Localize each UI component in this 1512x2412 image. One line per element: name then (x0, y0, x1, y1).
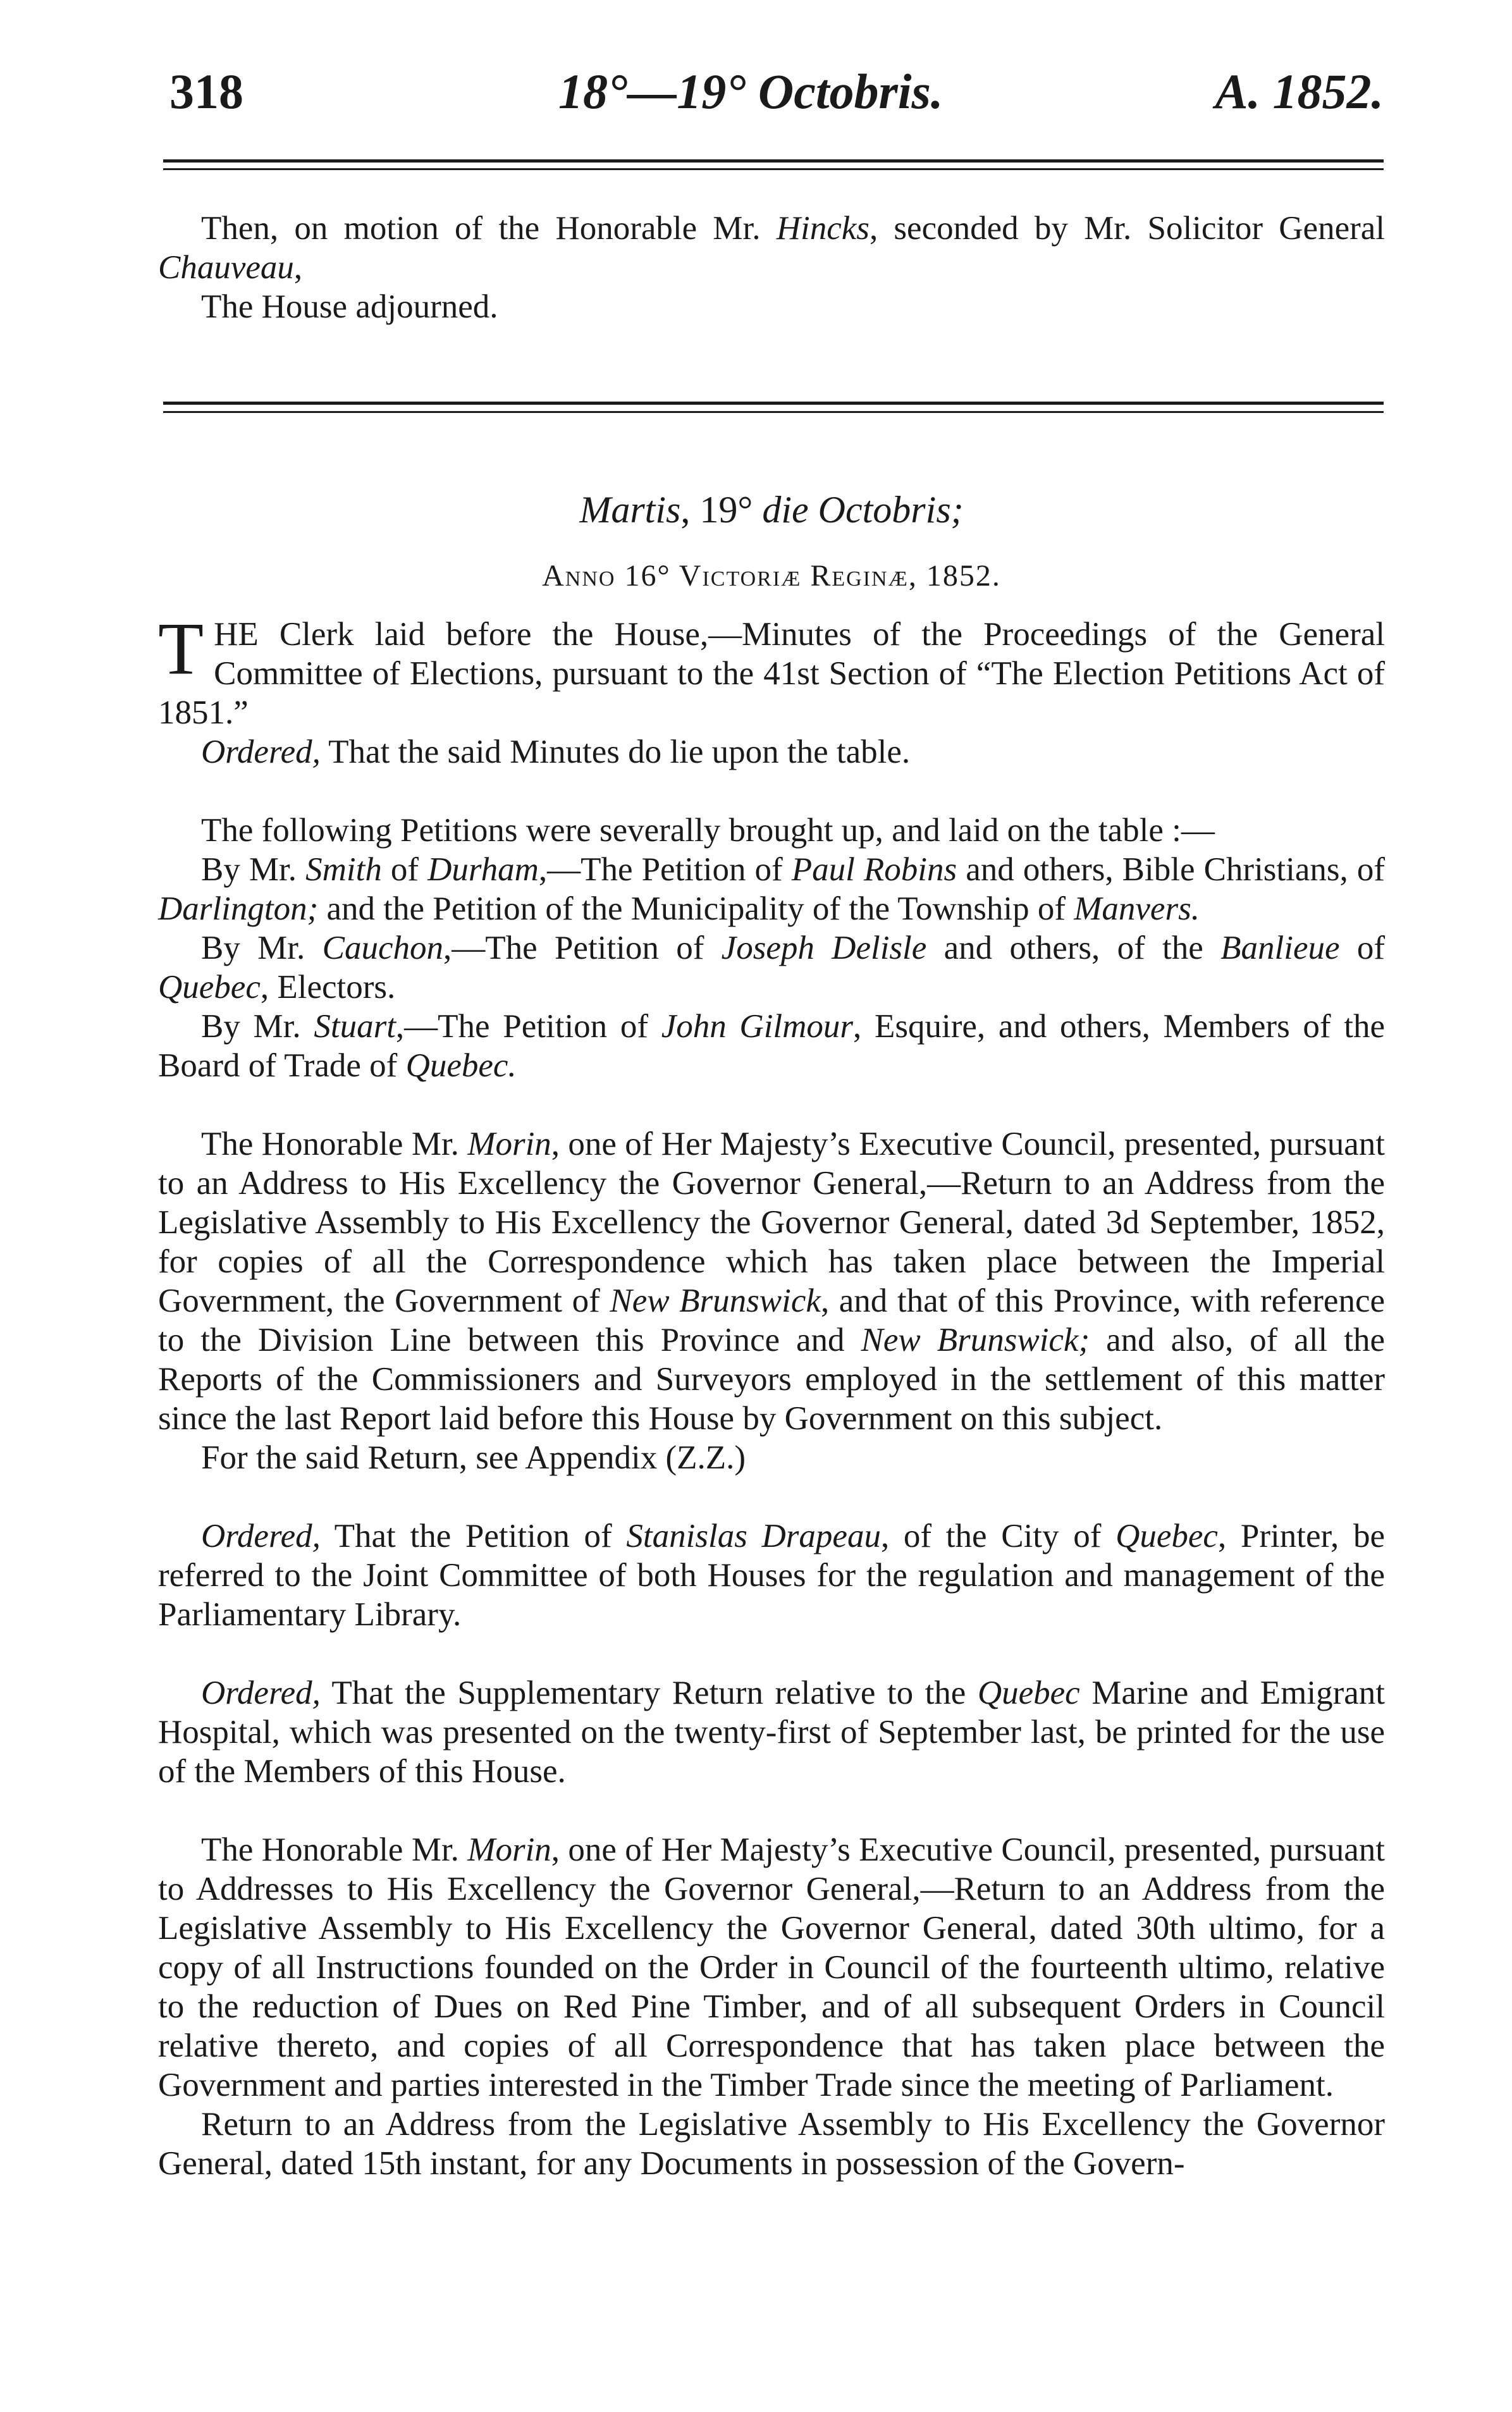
drop-cap: T (158, 607, 204, 690)
petition-stuart: By Mr. Stuart,—The Petition of John Gilmour, Esquire, and others, Members of the Board of Trade of Quebec. (158, 1008, 1385, 1084)
name-chauveau: Chauveau (158, 249, 294, 286)
petitions-intro: The following Petitions were severally brought up, and laid on the table :— (201, 812, 1215, 849)
section-rule-bottom (163, 411, 1384, 413)
header-date: 18°—19° Octobris. (558, 64, 943, 119)
ordered-minutes: Ordered, That the said Minutes do lie upon the table. (201, 734, 911, 770)
ordered-drapeau-petition: Ordered, That the Petition of Stanislas Drapeau, of the City of Quebec, Printer, be referred to the Joint Committee of both Houses for the regulation and management of the Parliamentary Library. (158, 1518, 1385, 1633)
appendix-reference: For the said Return, see Appendix (Z.Z.) (201, 1439, 746, 1476)
section-rule-top (163, 402, 1384, 405)
morin-return-boundary: The Honorable Mr. Morin, one of Her Majesty’s Executive Council, presented, pursuant to an Address to His Excellency the Governor General,—Return to an Address from the Legislative Assembly to His Excellency the Governor General, dated 3d September, 1852, for copies of all the Correspondence which has taken place between the Imperial Government, the Government of New Brunswick, and that of this Province, with reference to the Division Line between this Province and New Brunswick; and also, of all the Reports of the Commissioners and Surveyors employed in the settlement of this matter since the last Report laid before this House by Government on this subject. (158, 1126, 1386, 1437)
day-heading: Martis, 19° die Octobris; (579, 489, 964, 531)
clerk-minutes-paragraph: THE Clerk laid before the House,—Minutes of the Proceedings of the General Committee of Elections, pursuant to the 41st Section of “The Election Petitions Act of 1851.” (158, 607, 1385, 731)
adjournment-paragraph: Then, on motion of the Honorable Mr. Hincks, seconded by Mr. Solicitor General Chauveau, The House adjourned. (158, 210, 1385, 325)
header-year: A. 1852. (1215, 64, 1384, 119)
page-number: 318 (169, 64, 243, 119)
morin-return-timber: The Honorable Mr. Morin, one of Her Majesty’s Executive Council, presented, pursuant to Addresses to His Excellency the Governor General,—Return to an Address from the Legislative Assembly to His Excellency the Governor General, dated 30th ultimo, for a copy of all Instructions founded on the Order in Council of the fourteenth ultimo, relative to the reduction of Dues on Red Pine Timber, and of all subsequent Orders in Council relative thereto, and copies of all Correspondence that has taken place between the Government and parties interested in the Timber Trade since the meeting of Parliament. (158, 1831, 1385, 2103)
header-rule-bottom (163, 168, 1384, 170)
header-rule-top (163, 159, 1384, 163)
regnal-year-heading: Anno 16° Victoriæ Reginæ, 1852. (542, 559, 1001, 593)
return-documents: Return to an Address from the Legislative Assembly to His Excellency the Governor General, dated 15th instant, for any Documents in possession of the Govern- (158, 2106, 1385, 2182)
petition-cauchon: By Mr. Cauchon,—The Petition of Joseph Delisle and others, of the Banlieue of Quebec, Electors. (158, 930, 1385, 1006)
house-adjourned: The House adjourned. (201, 288, 498, 325)
ordered-supplementary-return: Ordered, That the Supplementary Return relative to the Quebec Marine and Emigrant Hospital, which was presented on the twenty-first of September last, be printed for the use of the Members of this House. (158, 1675, 1385, 1790)
page-header (169, 63, 1384, 133)
body-text (158, 607, 1386, 2183)
petition-smith: By Mr. Smith of Durham,—The Petition of Paul Robins and others, Bible Christians, of Darlington; and the Petition of the Municipality of the Township of Manvers. (158, 851, 1385, 927)
name-hincks: Hincks (776, 210, 870, 247)
